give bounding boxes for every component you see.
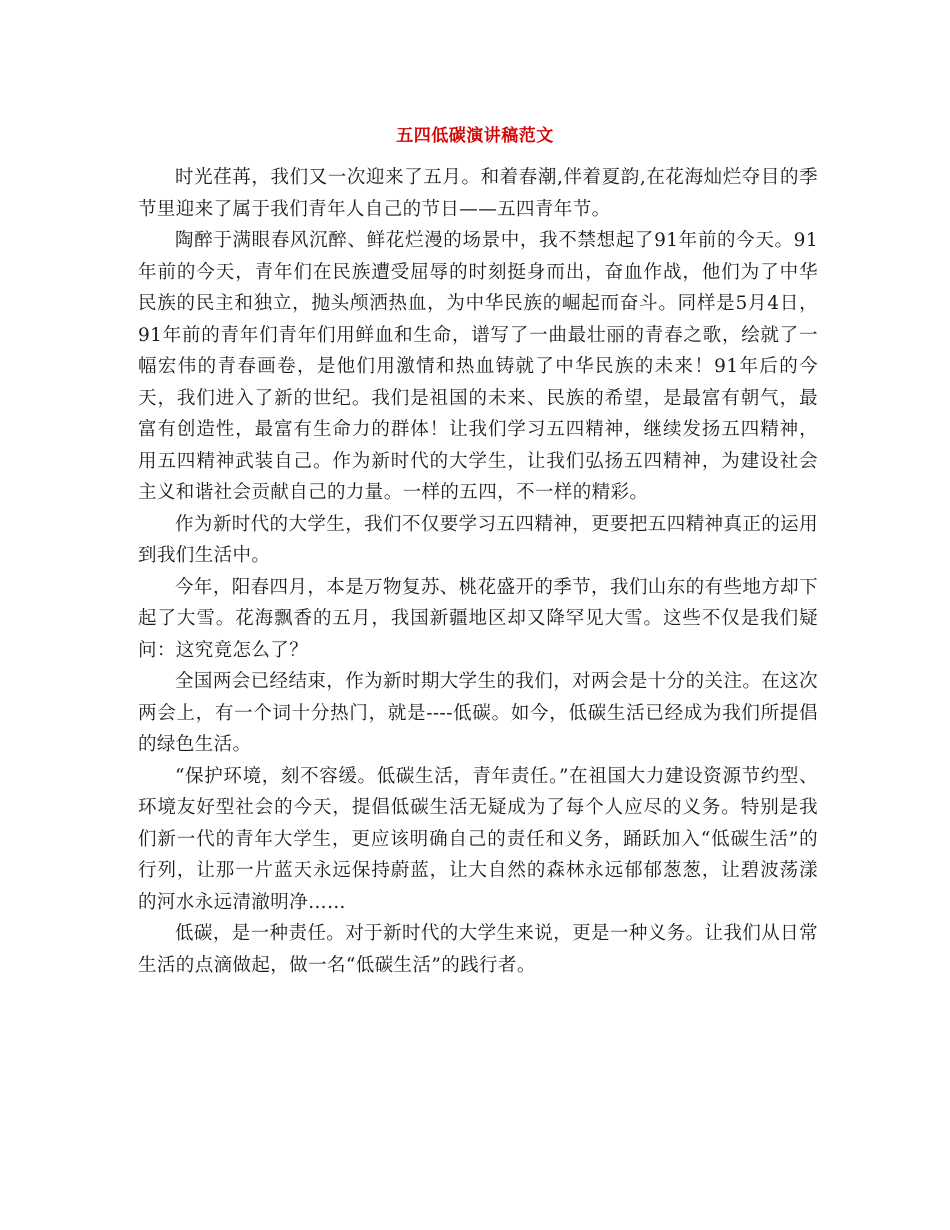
- document-title: 五四低碳演讲稿范文: [396, 126, 554, 146]
- paragraph-1: 时光荏苒，我们又一次迎来了五月。和着春潮,伴着夏韵,在花海灿烂夺目的季节里迎来了属于我们青年人自己的节日——五四青年节。: [138, 167, 818, 220]
- paragraph-7: 低碳，是一种责任。对于新时代的大学生来说，更是一种义务。让我们从日常生活的点滴做起，做一名“低碳生活”的践行者。: [138, 923, 818, 976]
- paragraph-2: 陶醉于满眼春风沉醉、鲜花烂漫的场景中，我不禁想起了91年前的今天。91年前的今天，青年们在民族遭受屈辱的时刻挺身而出，奋血作战，他们为了中华民族的民主和独立，抛头颅洒热血，为中华民族的崛起而奋斗。同样是5月4日，91年前的青年们青年们用鲜血和生命，谱写了一曲最壮丽的青春之歌，绘就了一幅宏伟的青春画卷，是他们用激情和热血铸就了中华民族的未来！91年后的今天，我们进入了新的世纪。我们是祖国的未来、民族的希望，是最富有朝气，最富有创造性，最富有生命力的群体！让我们学习五四精神，继续发扬五四精神，用五四精神武装自己。作为新时代的大学生，让我们弘扬五四精神，为建设社会主义和谐社会贡献自己的力量。一样的五四，不一样的精彩。: [138, 230, 818, 503]
- document-body: [138, 162, 818, 981]
- paragraph-5: 全国两会已经结束，作为新时期大学生的我们，对两会是十分的关注。在这次两会上，有一个词十分热门，就是----低碳。如今，低碳生活已经成为我们所提倡的绿色生活。: [138, 671, 818, 755]
- paragraph-4: 今年，阳春四月，本是万物复苏、桃花盛开的季节，我们山东的有些地方却下起了大雪。花海飘香的五月，我国新疆地区却又降罕见大雪。这些不仅是我们疑问：这究竟怎么了？: [138, 576, 818, 661]
- paragraph-3: 作为新时代的大学生，我们不仅要学习五四精神，更要把五四精神真正的运用到我们生活中。: [138, 513, 818, 566]
- paragraph-6: “保护环境，刻不容缓。低碳生活，青年责任。”在祖国大力建设资源节约型、环境友好型社会的今天，提倡低碳生活无疑成为了每个人应尽的义务。特别是我们新一代的青年大学生，更应该明确自己的责任和义务，踊跃加入“低碳生活”的行列，让那一片蓝天永远保持蔚蓝，让大自然的森林永远郁郁葱葱，让碧波荡漾的河水永远清澈明净……: [138, 765, 818, 913]
